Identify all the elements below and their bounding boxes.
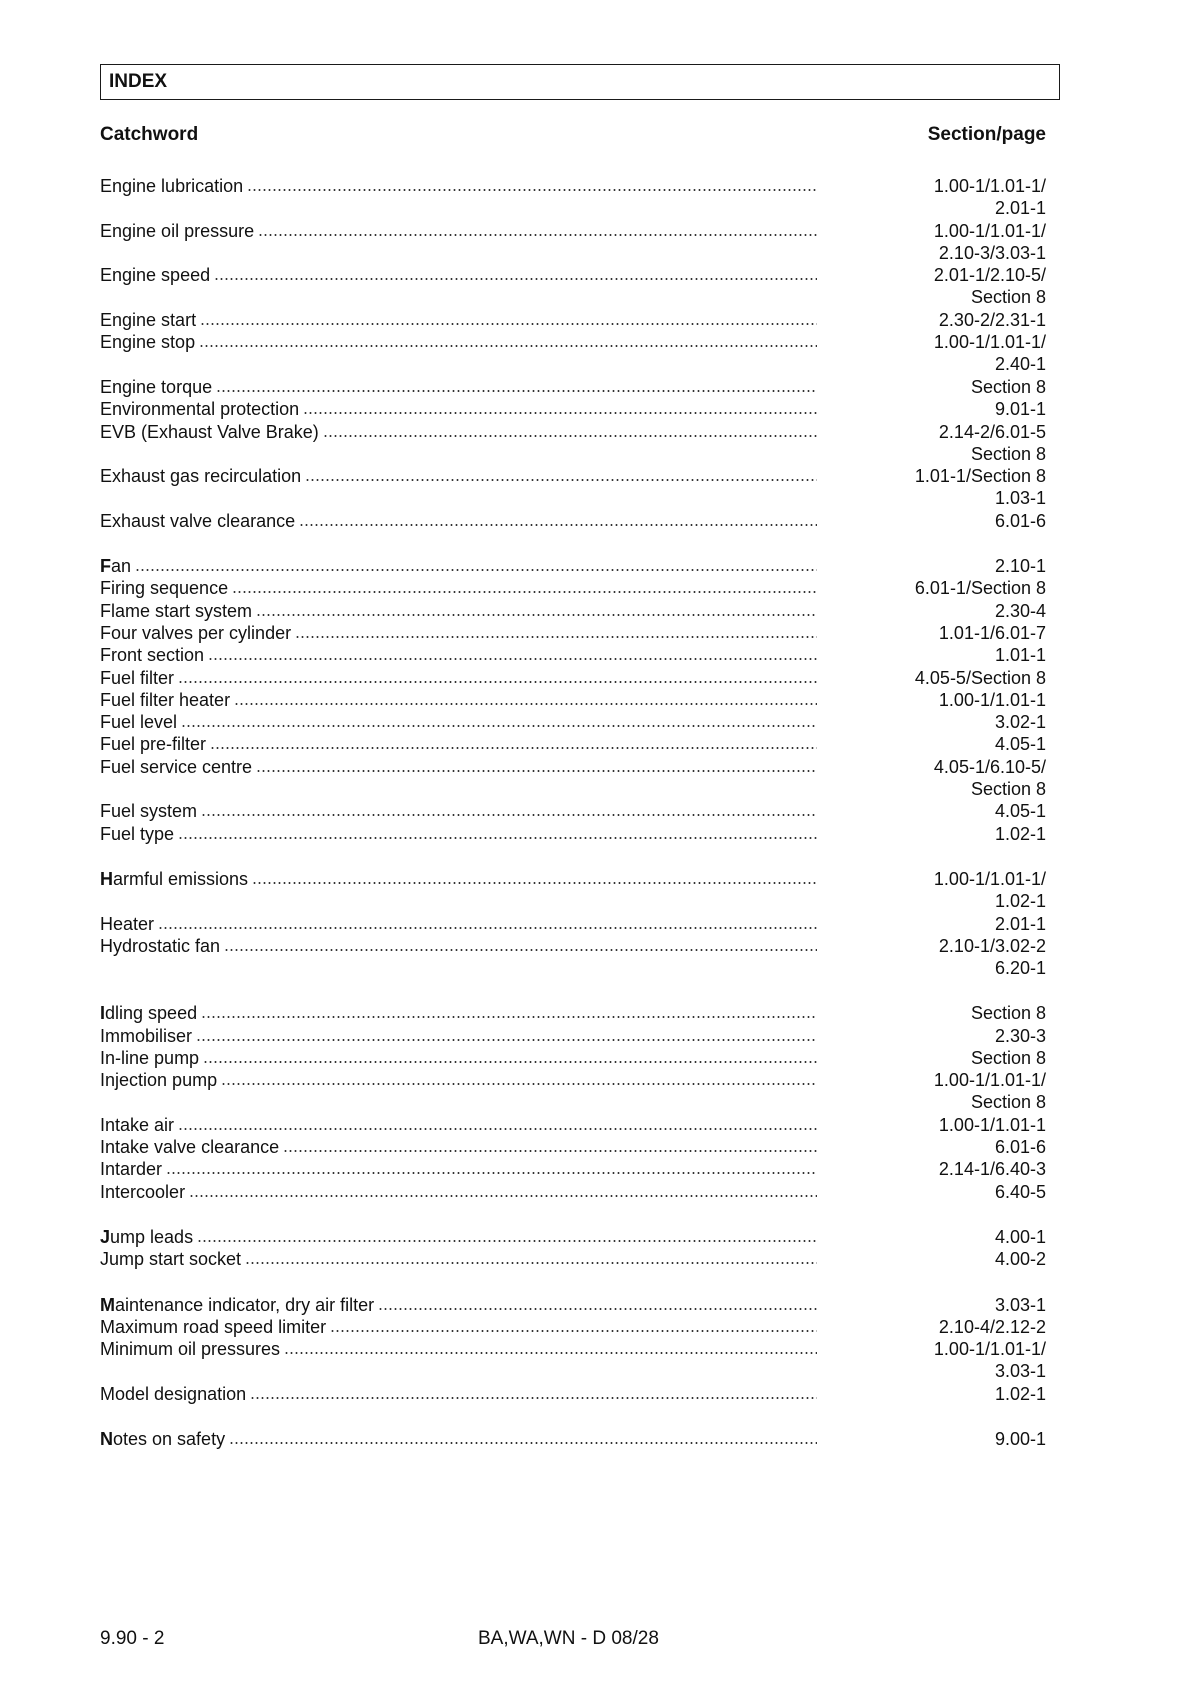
catchword: [100, 265, 212, 286]
catchword: [100, 1003, 199, 1024]
section-page: 9.01-1: [994, 399, 1046, 420]
section-page: 2.01-1: [994, 913, 1046, 934]
section-page: 4.05-5/Section 8: [914, 667, 1046, 688]
index-entry: [100, 1024, 1046, 1046]
section-page: 1.00-1/1.01-1: [938, 689, 1046, 710]
catchword-initial: M: [100, 1316, 115, 1337]
section-page-continuation: Section 8: [970, 443, 1046, 464]
index-entry: [100, 309, 1046, 331]
leader-dots: [178, 1127, 817, 1131]
catchword-rest: ngine stop: [112, 332, 196, 353]
index-entry: [100, 331, 1046, 376]
catchword-initial: F: [100, 622, 111, 643]
section-page: 6.01-6: [994, 1137, 1046, 1158]
catchword: [100, 377, 214, 398]
index-entry: [100, 599, 1046, 621]
section-page: 6.01-1/Section 8: [914, 578, 1046, 599]
catchword-rest: aximum road speed limiter: [115, 1316, 327, 1337]
catchword: [100, 221, 256, 242]
index-entry: [100, 577, 1046, 599]
catchword-initial: F: [100, 689, 111, 710]
section-page: 9.00-1: [994, 1429, 1046, 1450]
section-page: 1.00-1/1.01-1/: [933, 220, 1046, 241]
catchword-rest: iring sequence: [111, 578, 229, 599]
index-entry: [100, 755, 1046, 800]
catchword: [100, 734, 208, 755]
section-page: 4.00-1: [994, 1227, 1046, 1248]
catchword-initial: N: [100, 1429, 113, 1450]
index-entry: [100, 689, 1046, 711]
catchword-rest: ump start socket: [109, 1249, 242, 1270]
section-page-continuation: 3.03-1: [994, 1361, 1046, 1382]
catchword: [100, 1384, 248, 1405]
leader-dots: [283, 1149, 817, 1153]
catchword-rest: ntake valve clearance: [105, 1137, 280, 1158]
catchword-initial: F: [100, 600, 111, 621]
catchword: [100, 1159, 164, 1180]
catchword-initial: M: [100, 1339, 115, 1360]
index-entry: [100, 822, 1046, 844]
section-page: 4.00-2: [994, 1249, 1046, 1270]
section-page: 1.02-1: [994, 823, 1046, 844]
group-gap: [100, 1270, 1046, 1293]
section-page: 2.10-4/2.12-2: [938, 1316, 1046, 1337]
footer-document-code: BA,WA,WN - D 08/28: [478, 1628, 659, 1649]
catchword-initial: I: [100, 1159, 106, 1180]
section-page: 4.05-1/6.10-5/: [933, 756, 1046, 777]
index-entry: [100, 666, 1046, 688]
catchword: [100, 399, 301, 420]
section-page: 1.00-1/1.01-1: [938, 1114, 1046, 1135]
leader-dots: [295, 635, 817, 639]
leader-dots: [221, 1082, 817, 1086]
group-gap: [100, 1405, 1046, 1428]
index-entry: [100, 220, 1046, 265]
section-page: 2.30-2/2.31-1: [938, 310, 1046, 331]
leader-dots: [216, 389, 817, 393]
catchword: [100, 1182, 187, 1203]
catchword-initial: I: [100, 1114, 106, 1135]
leader-dots: [181, 724, 817, 728]
catchword-initial: I: [100, 1181, 106, 1202]
index-entry: [100, 1293, 1046, 1315]
catchword-rest: ngine lubrication: [112, 176, 244, 197]
index-entry: [100, 935, 1046, 980]
leader-dots: [201, 813, 817, 817]
section-page: 6.01-6: [994, 510, 1046, 531]
section-page-continuation: Section 8: [970, 287, 1046, 308]
section-page-continuation: 2.10-3/3.03-1: [938, 242, 1046, 263]
leader-dots: [229, 1441, 817, 1445]
section-page: 3.02-1: [994, 712, 1046, 733]
leader-dots: [201, 1015, 817, 1019]
leader-dots: [252, 881, 817, 885]
leader-dots: [189, 1194, 817, 1198]
catchword: [100, 712, 179, 733]
index-entry: [100, 264, 1046, 309]
catchword-initial: E: [100, 220, 113, 241]
footer-page-number: 9.90 - 2: [100, 1628, 165, 1649]
catchword-initial: E: [100, 176, 113, 197]
index-entry: [100, 1248, 1046, 1270]
catchword-initial: E: [100, 265, 113, 286]
section-page: 1.00-1/1.01-1/: [933, 1339, 1046, 1360]
leader-dots: [210, 746, 817, 750]
section-page: 1.00-1/1.01-1/: [933, 868, 1046, 889]
catchword: [100, 1295, 376, 1316]
section-page-header: Section/page: [927, 124, 1046, 145]
section-page: 2.10-1/3.02-2: [938, 935, 1046, 956]
catchword-rest: ngine speed: [112, 265, 211, 286]
catchword-rest: ngine oil pressure: [112, 220, 255, 241]
catchword-initial: F: [100, 645, 111, 666]
index-entry: [100, 622, 1046, 644]
section-page: Section 8: [970, 1047, 1046, 1068]
catchword-initial: J: [100, 1249, 109, 1270]
catchword-initial: E: [100, 310, 113, 331]
section-page: 2.10-1: [994, 556, 1046, 577]
leader-dots: [378, 1307, 817, 1311]
catchword-header: Catchword: [100, 124, 199, 145]
index-entry: [100, 644, 1046, 666]
leader-dots: [284, 1351, 817, 1355]
catchword: [100, 1048, 201, 1069]
catchword-initial: H: [100, 913, 113, 934]
catchword: [100, 645, 206, 666]
section-page-continuation: 1.02-1: [994, 890, 1046, 911]
catchword-rest: uel level: [111, 712, 178, 733]
group-gap: [100, 845, 1046, 868]
catchword-rest: VB (Exhaust Valve Brake): [112, 421, 319, 442]
catchword: [100, 1070, 219, 1091]
leader-dots: [303, 411, 817, 415]
catchword: [100, 801, 199, 822]
index-entries: [100, 175, 1046, 1450]
section-page: 1.01-1: [994, 645, 1046, 666]
catchword: [100, 422, 321, 443]
section-page: Section 8: [970, 1003, 1046, 1024]
group-gap: [100, 532, 1046, 555]
section-page: 1.00-1/1.01-1/: [933, 1070, 1046, 1091]
leader-dots: [232, 590, 817, 594]
catchword-rest: ront section: [111, 645, 205, 666]
leader-dots: [135, 568, 817, 572]
index-entry: [100, 376, 1046, 398]
leader-dots: [258, 233, 817, 237]
catchword-initial: I: [100, 1070, 106, 1091]
section-page: 1.01-1/Section 8: [914, 466, 1046, 487]
group-gap: [100, 1203, 1046, 1226]
leader-dots: [305, 478, 817, 482]
index-entry: [100, 1428, 1046, 1450]
section-page: 1.02-1: [994, 1383, 1046, 1404]
catchword-initial: F: [100, 712, 111, 733]
catchword: [100, 869, 250, 890]
index-entry: [100, 868, 1046, 913]
leader-dots: [330, 1329, 817, 1333]
section-page: 3.03-1: [994, 1294, 1046, 1315]
catchword-rest: ngine start: [112, 310, 197, 331]
catchword-rest: xhaust valve clearance: [112, 510, 296, 531]
catchword-rest: uel service centre: [111, 756, 253, 777]
index-entry: [100, 398, 1046, 420]
catchword-rest: an: [111, 556, 132, 577]
catchword-rest: eater: [113, 913, 155, 934]
catchword-rest: ntercooler: [105, 1181, 186, 1202]
catchword: [100, 824, 176, 845]
group-gap: [100, 979, 1046, 1002]
catchword: [100, 936, 222, 957]
index-entry: [100, 1002, 1046, 1024]
catchword: [100, 1249, 243, 1270]
catchword-initial: I: [100, 1025, 106, 1046]
catchword: [100, 556, 133, 577]
catchword-rest: ump leads: [110, 1227, 194, 1248]
catchword: [100, 623, 293, 644]
leader-dots: [196, 1038, 817, 1042]
index-entry: [100, 1114, 1046, 1136]
leader-dots: [224, 948, 817, 952]
catchword-rest: lame start system: [111, 600, 253, 621]
catchword: [100, 1317, 328, 1338]
leader-dots: [203, 1060, 817, 1064]
index-entry: [100, 1069, 1046, 1114]
leader-dots: [214, 277, 817, 281]
index-entry: [100, 800, 1046, 822]
catchword-initial: I: [100, 1047, 106, 1068]
catchword: [100, 1339, 282, 1360]
catchword: [100, 1115, 176, 1136]
catchword: [100, 578, 230, 599]
catchword: [100, 690, 232, 711]
catchword-initial: I: [100, 1137, 106, 1158]
catchword-rest: uel type: [111, 823, 175, 844]
catchword: [100, 757, 254, 778]
catchword: [100, 1429, 227, 1450]
index-entry: [100, 509, 1046, 531]
catchword-initial: F: [100, 823, 111, 844]
index-entry: [100, 175, 1046, 220]
catchword-initial: E: [100, 376, 113, 397]
catchword-rest: njection pump: [105, 1070, 218, 1091]
section-page-continuation: 6.20-1: [994, 957, 1046, 978]
leader-dots: [199, 344, 817, 348]
leader-dots: [200, 322, 817, 326]
section-page: Section 8: [970, 376, 1046, 397]
section-page: 2.14-2/6.01-5: [938, 421, 1046, 442]
leader-dots: [250, 1396, 817, 1400]
catchword-rest: uel system: [111, 801, 198, 822]
leader-dots: [166, 1171, 817, 1175]
catchword-initial: E: [100, 421, 113, 442]
catchword: [100, 511, 297, 532]
catchword-rest: ydrostatic fan: [113, 935, 221, 956]
catchword-rest: aintenance indicator, dry air filter: [115, 1294, 375, 1315]
index-entry: [100, 465, 1046, 510]
catchword-rest: ntarder: [105, 1159, 163, 1180]
index-entry: [100, 420, 1046, 465]
catchword: [100, 668, 176, 689]
catchword: [100, 310, 198, 331]
catchword-rest: xhaust gas recirculation: [112, 466, 302, 487]
index-entry: [100, 555, 1046, 577]
catchword-rest: odel designation: [115, 1383, 247, 1404]
catchword: [100, 1137, 281, 1158]
index-entry: [100, 1383, 1046, 1405]
catchword-rest: armful emissions: [113, 868, 249, 889]
catchword-rest: dling speed: [105, 1003, 198, 1024]
catchword: [100, 914, 156, 935]
leader-dots: [158, 926, 817, 930]
catchword: [100, 332, 197, 353]
catchword-initial: I: [100, 1003, 106, 1024]
column-headers: [100, 124, 1046, 148]
catchword-initial: E: [100, 466, 113, 487]
leader-dots: [299, 523, 817, 527]
catchword-initial: E: [100, 399, 113, 420]
index-entry: [100, 912, 1046, 934]
catchword-rest: otes on safety: [113, 1429, 226, 1450]
catchword-initial: F: [100, 756, 111, 777]
section-page: 2.30-3: [994, 1025, 1046, 1046]
leader-dots: [234, 702, 817, 706]
catchword-initial: M: [100, 1383, 115, 1404]
index-entry: [100, 1338, 1046, 1383]
catchword-initial: H: [100, 935, 113, 956]
leader-dots: [256, 613, 817, 617]
catchword-rest: uel pre-filter: [111, 734, 207, 755]
catchword-rest: inimum oil pressures: [115, 1339, 281, 1360]
catchword: [100, 176, 245, 197]
catchword-initial: F: [100, 734, 111, 755]
catchword-initial: J: [100, 1227, 111, 1248]
catchword: [100, 1227, 195, 1248]
section-page: 6.40-5: [994, 1181, 1046, 1202]
index-entry: [100, 1136, 1046, 1158]
index-title: INDEX: [100, 64, 1060, 100]
index-entry: [100, 1047, 1046, 1069]
index-entry: [100, 1158, 1046, 1180]
index-entry: [100, 1316, 1046, 1338]
index-entry: [100, 1226, 1046, 1248]
index-entry: [100, 733, 1046, 755]
index-entry: [100, 1180, 1046, 1202]
section-page-continuation: Section 8: [970, 778, 1046, 799]
section-page: 2.01-1/2.10-5/: [933, 265, 1046, 286]
leader-dots: [197, 1239, 817, 1243]
catchword-rest: nvironmental protection: [112, 399, 300, 420]
catchword-rest: our valves per cylinder: [111, 622, 292, 643]
index-entry: [100, 711, 1046, 733]
catchword-rest: ngine torque: [112, 376, 213, 397]
catchword-initial: H: [100, 868, 113, 889]
catchword-initial: F: [100, 801, 111, 822]
leader-dots: [323, 434, 817, 438]
catchword-initial: E: [100, 332, 113, 353]
leader-dots: [208, 657, 817, 661]
catchword: [100, 466, 303, 487]
catchword-rest: uel filter heater: [111, 689, 231, 710]
catchword-rest: uel filter: [111, 667, 175, 688]
section-page-continuation: 2.01-1: [994, 198, 1046, 219]
section-page: 2.14-1/6.40-3: [938, 1159, 1046, 1180]
catchword-rest: n-line pump: [105, 1047, 200, 1068]
catchword: [100, 1026, 194, 1047]
leader-dots: [245, 1261, 817, 1265]
catchword-rest: mmobiliser: [105, 1025, 193, 1046]
catchword-initial: M: [100, 1294, 115, 1315]
leader-dots: [256, 769, 817, 773]
section-page: 2.30-4: [994, 600, 1046, 621]
section-page: 4.05-1: [994, 734, 1046, 755]
section-page-continuation: 2.40-1: [994, 354, 1046, 375]
catchword-initial: F: [100, 578, 111, 599]
section-page: 4.05-1: [994, 801, 1046, 822]
leader-dots: [178, 680, 817, 684]
catchword-initial: F: [100, 556, 111, 577]
catchword: [100, 601, 254, 622]
leader-dots: [247, 188, 817, 192]
section-page-continuation: Section 8: [970, 1092, 1046, 1113]
section-page: 1.00-1/1.01-1/: [933, 176, 1046, 197]
section-page-continuation: 1.03-1: [994, 488, 1046, 509]
section-page: 1.01-1/6.01-7: [938, 622, 1046, 643]
catchword-rest: ntake air: [105, 1114, 175, 1135]
leader-dots: [178, 836, 817, 840]
catchword-initial: F: [100, 667, 111, 688]
section-page: 1.00-1/1.01-1/: [933, 332, 1046, 353]
catchword-initial: E: [100, 510, 113, 531]
